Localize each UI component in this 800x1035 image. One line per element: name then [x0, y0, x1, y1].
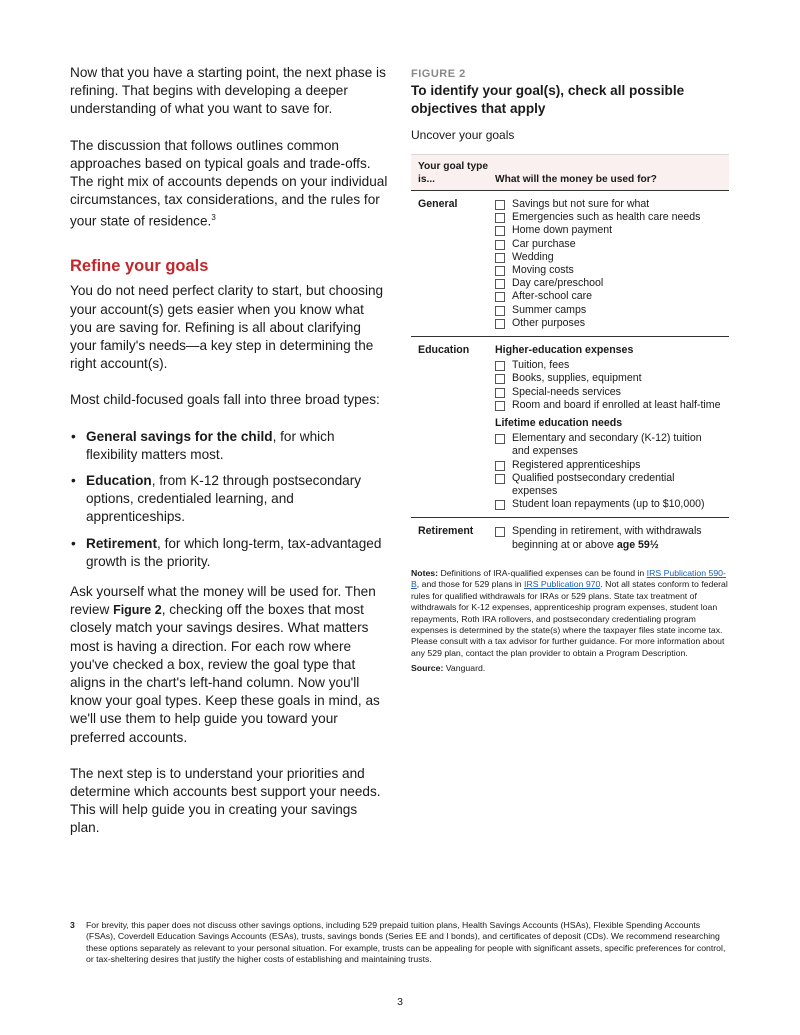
checkbox-icon[interactable]	[495, 361, 505, 371]
checkbox-icon[interactable]	[495, 319, 505, 329]
footnote	[70, 920, 730, 965]
checkbox-icon[interactable]	[495, 500, 505, 510]
item-label: Room and board if enrolled at least half-time	[512, 398, 721, 411]
checkbox-item[interactable]	[495, 372, 722, 385]
goal-types-intro: Most child-focused goals fall into three broad types:	[70, 392, 380, 408]
checkbox-item[interactable]	[495, 399, 722, 412]
discussion-paragraph	[70, 137, 388, 232]
irs-970-link[interactable]: IRS Publication 970	[524, 579, 601, 590]
item-label: Special-needs services	[512, 385, 621, 398]
education-items	[495, 344, 722, 511]
section-heading: Refine your goals	[70, 257, 209, 276]
review-text-a: Ask yourself what the money will be used for. Then review	[70, 584, 376, 618]
figure-reference: Figure 2	[113, 603, 162, 618]
header-money-use: What will the money be used for?	[495, 174, 657, 185]
higher-education-heading: Higher-education expenses	[495, 344, 634, 357]
table-header	[411, 155, 729, 190]
header-goal-type: Your goal type is...	[418, 161, 488, 185]
checkbox-item[interactable]	[495, 198, 722, 211]
item-label: Books, supplies, equipment	[512, 372, 642, 385]
checkbox-item[interactable]	[495, 432, 722, 458]
general-items	[495, 198, 722, 330]
item-label: Qualified postsecondary credential expenses	[512, 471, 675, 498]
retirement-text: Spending in retirement, with withdrawals beginning at or above	[512, 525, 702, 551]
checkbox-item[interactable]	[495, 525, 722, 551]
item-label: Student loan repayments (up to $10,000)	[512, 498, 705, 511]
discussion-text: The discussion that follows outlines common approaches based on typical goals and trade-offs. The right mix of accounts depends on your individual circumstances, tax considerations, and the rules for your state of residence.	[70, 137, 388, 229]
irs-590b-link[interactable]: IRS Publication 590-B	[411, 567, 726, 590]
intro-paragraph: Now that you have a starting point, the next phase is refining. That begins with developing a deeper understanding of what you want to save for.	[70, 65, 386, 117]
table-row-education	[411, 336, 729, 517]
bullet-bold: General savings for the child	[86, 428, 273, 444]
checkbox-icon[interactable]	[495, 474, 505, 484]
goals-table	[411, 154, 729, 558]
checkbox-item[interactable]	[495, 304, 722, 317]
page-number: 3	[397, 996, 403, 1008]
figure-notes	[411, 568, 729, 659]
figure-subtitle: Uncover your goals	[411, 128, 515, 142]
checkbox-item[interactable]	[495, 359, 722, 372]
checkbox-item[interactable]	[495, 211, 722, 224]
table-row-retirement	[411, 517, 729, 557]
lifetime-education-heading: Lifetime education needs	[495, 417, 623, 430]
checkbox-item[interactable]	[495, 264, 722, 277]
item-label: Other purposes	[512, 316, 586, 329]
checkbox-item[interactable]	[495, 224, 722, 237]
figure-title: To identify your goal(s), check all possible objectives that apply	[411, 83, 685, 116]
clarity-paragraph: You do not need perfect clarity to start, but choosing your account(s) gets easier when you know what you are saving for. Refining is all about clarifying your family's needs—a key step in determining the right account(s).	[70, 283, 384, 372]
checkbox-icon[interactable]	[495, 401, 505, 411]
list-item	[70, 535, 388, 571]
figure-source	[411, 663, 729, 673]
source-label: Source:	[411, 663, 444, 674]
checkbox-icon[interactable]	[495, 200, 505, 210]
item-label: Summer camps	[512, 303, 587, 316]
review-paragraph	[70, 583, 388, 747]
footnote-number: 3	[70, 920, 75, 930]
bullet-bold: Retirement	[86, 535, 158, 551]
checkbox-item[interactable]	[495, 386, 722, 399]
bullet-text: , for which flexibility matters most.	[86, 428, 335, 462]
notes-text: Definitions of IRA-qualified expenses can be found in	[438, 567, 647, 578]
checkbox-icon[interactable]	[495, 292, 505, 302]
item-label: Elementary and secondary (K-12) tuition and expenses	[512, 432, 702, 458]
checkbox-item[interactable]	[495, 317, 722, 330]
checkbox-item[interactable]	[495, 459, 722, 472]
item-label: Wedding	[512, 250, 554, 263]
checkbox-item[interactable]	[495, 251, 722, 264]
checkbox-icon[interactable]	[495, 253, 505, 263]
figure-label: FIGURE 2	[411, 68, 466, 80]
notes-label: Notes:	[411, 567, 439, 578]
item-label: Car purchase	[512, 237, 576, 250]
checkbox-item[interactable]	[495, 238, 722, 251]
bullet-text: , for which long-term, tax-advantaged growth is the priority.	[86, 535, 382, 569]
checkbox-icon[interactable]	[495, 279, 505, 289]
checkbox-icon[interactable]	[495, 461, 505, 471]
checkbox-icon[interactable]	[495, 374, 505, 384]
item-label: Registered apprenticeships	[512, 458, 641, 471]
checkbox-icon[interactable]	[495, 213, 505, 223]
retirement-items	[495, 525, 722, 551]
checkbox-icon[interactable]	[495, 226, 505, 236]
notes-text: , and those for 529 plans in	[416, 579, 525, 590]
checkbox-item[interactable]	[495, 472, 722, 498]
item-label: Emergencies such as health care needs	[512, 211, 701, 224]
checkbox-item[interactable]	[495, 498, 722, 511]
footnote-ref: 3	[211, 213, 216, 223]
checkbox-icon[interactable]	[495, 527, 505, 537]
notes-text: . Not all states conform to federal rules for qualified withdrawals for IRAs or 529 plans. State tax treatment of withdrawals for K-12 expenses, apprenticeship program expenses, student loan repayments, Roth IRA rollovers, and postsecondary credentialing program expenses is determined by the state(s) where the taxpayer files state income tax. Please consult with a tax advisor for further guidance. For more information about any 529 plan, contact the plan provider to obtain a Program Description.	[411, 579, 728, 658]
review-text-b: , checking off the boxes that most closely match your savings desires. What matters most is having a direction. For each row where you've checked a box, review the goal type that aligns in the chart's left-hand column. Now you'll know your goal types. Keep these goals in mind, as we'll use them to help guide you toward your preferred accounts.	[70, 602, 380, 745]
bullet-text: , from K-12 through postsecondary options, credentialed learning, and apprenticeships.	[86, 472, 362, 525]
item-label: Savings but not sure for what	[512, 198, 650, 210]
table-row-general	[411, 190, 729, 336]
source-text: Vanguard.	[443, 663, 486, 674]
checkbox-item[interactable]	[495, 277, 722, 290]
checkbox-item[interactable]	[495, 290, 722, 303]
item-label: Moving costs	[512, 264, 574, 277]
item-label: Day care/preschool	[512, 277, 604, 290]
bullet-bold: Education	[86, 472, 152, 488]
figure-2	[411, 68, 729, 673]
next-step-paragraph: The next step is to understand your priorities and determine which accounts best support your needs. This will help guide you in creating your savings plan.	[70, 765, 381, 836]
checkbox-icon[interactable]	[495, 266, 505, 276]
goal-type-retirement: Retirement	[418, 525, 474, 538]
item-label: Tuition, fees	[512, 359, 570, 372]
checkbox-icon[interactable]	[495, 240, 505, 250]
goal-types-list	[70, 428, 388, 571]
checkbox-icon[interactable]	[495, 388, 505, 398]
list-item	[70, 428, 388, 464]
list-item	[70, 472, 388, 527]
item-label: Home down payment	[512, 224, 613, 237]
goal-type-education: Education	[418, 344, 470, 357]
item-label: After-school care	[512, 290, 593, 303]
item-label	[512, 525, 722, 551]
goal-type-general: General	[418, 198, 458, 210]
footnote-text: For brevity, this paper does not discuss other savings options, including 529 prepaid tuition plans, Health Savings Accounts (HSAs), Flexible Spending Accounts (FSAs), Coverdell Education Savings Accounts (ESAs), trusts, savings bonds (Series EE and I bonds), and certificates of deposit (CDs). We recommend researching these options separately as relevant to your personal situation. For example, trusts can be appealing for people with significant assets, specific preferences for control, or tax-sheltering desires that justify the higher costs of establishing and maintaining trusts.	[86, 920, 726, 964]
checkbox-icon[interactable]	[495, 434, 505, 444]
retirement-age: age 59½	[616, 538, 659, 551]
left-column	[70, 64, 388, 856]
checkbox-icon[interactable]	[495, 306, 505, 316]
